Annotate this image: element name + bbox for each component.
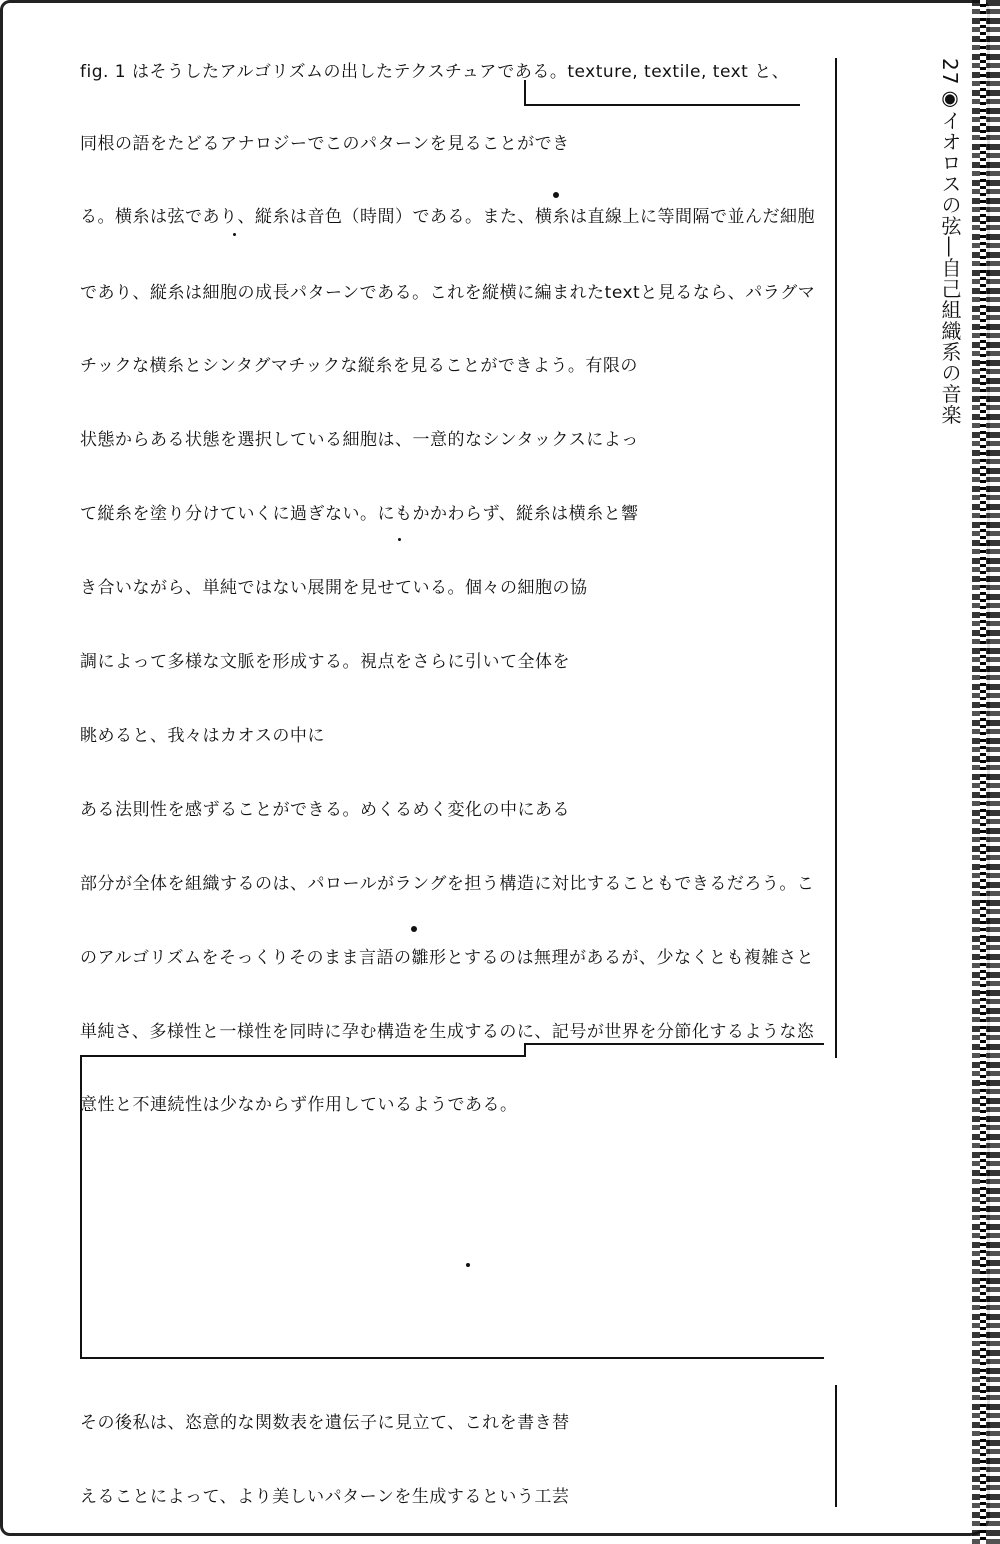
figure-box-top-right bbox=[524, 1043, 824, 1045]
scan-speck bbox=[233, 233, 236, 236]
scan-speck bbox=[411, 926, 417, 932]
body-line-11: ある法則性を感ずることができる。めくるめく変化の中にある bbox=[80, 800, 570, 820]
figure-box-bottom bbox=[80, 1357, 824, 1359]
book-spine-inner bbox=[980, 0, 986, 1544]
figure-marker-bottom bbox=[524, 104, 800, 106]
body-line-15: 意性と不連続性は少なからず作用しているようである。 bbox=[80, 1095, 518, 1115]
body-line-10: 眺めると、我々はカオスの中に bbox=[80, 726, 325, 746]
body-line-12: 部分が全体を組織するのは、パロールがラングを担う構造に対比することもできるだろう。こ bbox=[80, 874, 815, 894]
scan-speck bbox=[398, 538, 401, 541]
body-line-2: 同根の語をたどるアナロジーでこのパターンを見ることができ bbox=[80, 134, 570, 154]
body-line-5: チックな横糸とシンタグマチックな縦糸を見ることができよう。有限の bbox=[80, 356, 638, 376]
body-line-9: 調によって多様な文脈を形成する。視点をさらに引いて全体を bbox=[80, 652, 570, 672]
body-line-4: であり、縦糸は細胞の成長パターンである。これを縦横に編まれたtextと見るなら、パラグマ bbox=[80, 283, 816, 303]
body-line-1: fig. 1 はそうしたアルゴリズムの出したテクスチュアである。texture, textile, text と、 bbox=[80, 62, 790, 82]
figure-box-top-left bbox=[80, 1055, 526, 1057]
body-line-16: その後私は、恣意的な関数表を遺伝子に見立て、これを書き替 bbox=[80, 1413, 570, 1433]
scan-speck bbox=[553, 192, 559, 198]
body-line-3: る。横糸は弦であり、縦糸は音色（時間）である。また、横糸は直線上に等間隔で並んだ細胞 bbox=[80, 207, 815, 227]
body-line-14: 単純さ、多様性と一様性を同時に孕む構造を生成するのに、記号が世界を分節化するような恣 bbox=[80, 1022, 815, 1042]
column-rule-right-lower bbox=[835, 1385, 837, 1507]
running-header: 27◉イオロスの弦―自己組織系の音楽 bbox=[938, 58, 962, 426]
body-line-7: て縦糸を塗り分けていくに過ぎない。にもかかわらず、縦糸は横糸と響 bbox=[80, 504, 639, 524]
figure-marker-left bbox=[524, 80, 526, 106]
book-spine-edge bbox=[972, 0, 1000, 1544]
body-line-13: のアルゴリズムをそっくりそのまま言語の雛形とするのは無理があるが、少なくとも複雑さと bbox=[80, 948, 814, 968]
scan-speck bbox=[466, 1263, 470, 1267]
body-line-6: 状態からある状態を選択している細胞は、一意的なシンタックスによっ bbox=[80, 430, 639, 450]
column-rule-right bbox=[835, 58, 837, 1058]
body-line-17: えることによって、より美しいパターンを生成するという工芸 bbox=[80, 1487, 570, 1507]
body-line-8: き合いながら、単純ではない展開を見せている。個々の細胞の協 bbox=[80, 578, 588, 598]
